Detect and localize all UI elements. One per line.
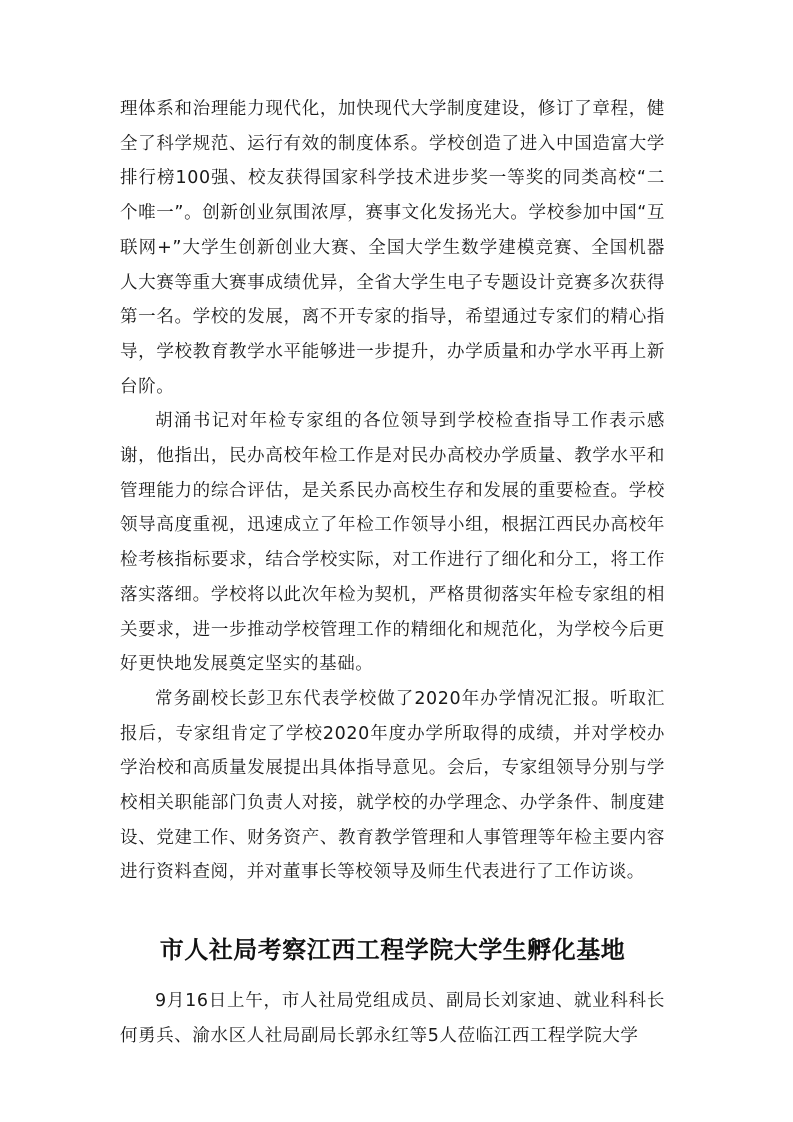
body-paragraph-continued: 理体系和治理能力现代化，加快现代大学制度建设，修订了章程，健全了科学规范、运行有效的制度体系。学校创造了进入中国造富大学排行榜100强、校友获得国家科学技术进步奖一等奖的同类高校“二个唯一”。创新创业氛围浓厚，赛事文化发扬光大。学校参加中国“互联网+”大学生创新创业大赛、全国大学生数学建模竞赛、全国机器人大赛等重大赛事成绩优异，全省大学生电子专题设计竞赛多次获得第一名。学校的发展，离不开专家的指导，希望通过专家们的精心指导，学校教育教学水平能够进一步提升，办学质量和办学水平再上新台阶。 xyxy=(120,99,665,397)
section-heading: 市人社局考察江西工程学院大学生孵化基地 xyxy=(159,936,626,965)
body-paragraph: 胡涌书记对年检专家组的各位领导到学校检查指导工作表示感谢，他指出，民办高校年检工作是对民办高校办学质量、教学水平和管理能力的综合评估，是关系民办高校生存和发展的重要检查。学校领导高度重视，迅速成立了年检工作领导小组，根据江西民办高校年检考核指标要求，结合学校实际，对工作进行了细化和分工，将工作落实落细。学校将以此次年检为契机，严格贯彻落实年检专家组的相关要求，进一步推动学校管理工作的精细化和规范化，为学校今后更好更快地发展奠定坚实的基础。 xyxy=(120,411,665,675)
body-paragraph: 常务副校长彭卫东代表学校做了2020年办学情况汇报。听取汇报后，专家组肯定了学校2020年度办学所取得的成绩，并对学校办学治校和高质量发展提出具体指导意见。会后，专家组领导分别与学校相关职能部门负责人对接，就学校的办学理念、办学条件、制度建设、党建工作、财务资产、教育教学管理和人事管理等年检主要内容进行资料查阅，并对董事长等校领导及师生代表进行了工作访谈。 xyxy=(120,688,665,883)
section-paragraph: 9月16日上午，市人社局党组成员、副局长刘家迪、就业科科长何勇兵、渝水区人社局副局长郭永红等5人莅临江西工程学院大学 xyxy=(120,991,665,1046)
document-body xyxy=(120,92,665,1054)
